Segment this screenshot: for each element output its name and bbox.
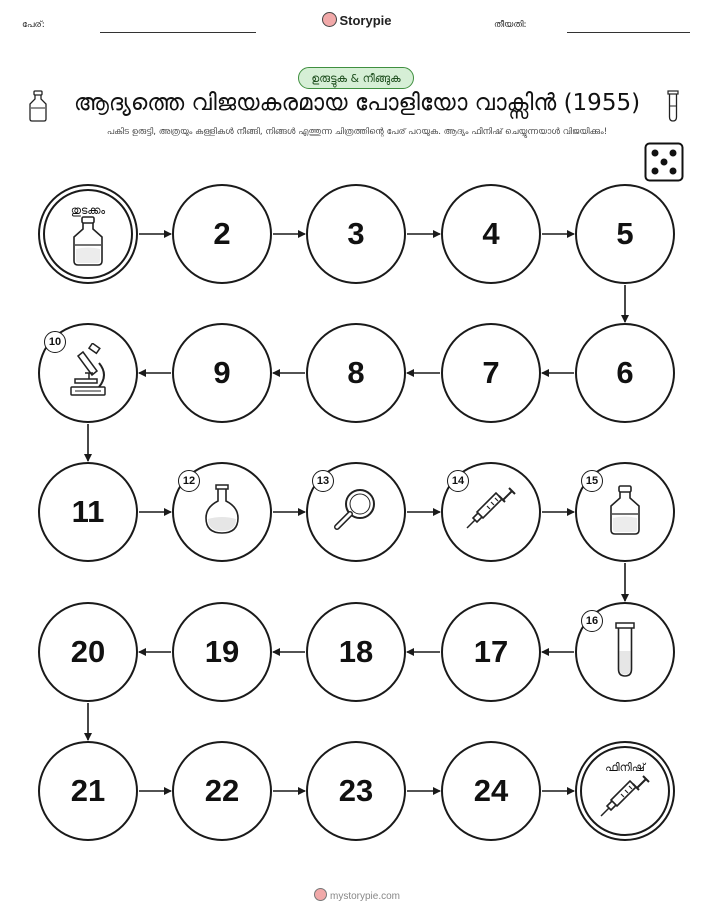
board-space-15[interactable] <box>575 462 675 562</box>
board-space-10[interactable] <box>38 323 138 423</box>
microscope-icon <box>63 343 113 403</box>
start-label: തുടക്കം <box>70 204 106 217</box>
space-number: 17 <box>473 634 509 669</box>
board-space-19[interactable] <box>172 602 272 702</box>
space-number-badge: 13 <box>312 470 334 492</box>
board-space-7[interactable] <box>441 323 541 423</box>
syringe-icon <box>465 484 517 540</box>
board-space-8[interactable] <box>306 323 406 423</box>
space-number: 19 <box>204 634 240 669</box>
space-number: 7 <box>482 355 500 390</box>
space-number-badge: 12 <box>178 470 200 492</box>
space-number-badge: 16 <box>581 610 603 632</box>
finish-label: ഫിനിഷ് <box>605 761 645 774</box>
board-space-14[interactable] <box>441 462 541 562</box>
space-number: 21 <box>70 773 106 808</box>
space-number: 20 <box>70 634 106 669</box>
start-space[interactable] <box>38 184 138 284</box>
space-number: 5 <box>616 216 634 251</box>
instructions: പകിട ഉരുട്ടി, അത്രയും കള്ളികൾ നീങ്ങി, നിങ്ങൾ എത്തുന്ന ചിത്രത്തിന്റെ പേര് പറയുക. ആദ്യം ഫിനിഷ് ചെയ്യുന്നയാൾ വിജയിക്കും! <box>106 127 608 137</box>
footer <box>0 888 714 902</box>
flask-icon <box>202 483 242 541</box>
activity-badge: ഉരുട്ടുക & നീങ്ങുക <box>298 67 414 89</box>
board-space-18[interactable] <box>306 602 406 702</box>
space-number-badge: 10 <box>44 331 66 353</box>
brand-name: Storypie <box>339 13 392 28</box>
board-space-3[interactable] <box>306 184 406 284</box>
storypie-logo-icon <box>314 888 327 901</box>
board-space-11[interactable] <box>38 462 138 562</box>
space-number: 22 <box>204 773 240 808</box>
magnifier-icon <box>331 485 381 539</box>
space-number: 8 <box>347 355 365 390</box>
test-tube-icon <box>613 621 637 683</box>
board-space-22[interactable] <box>172 741 272 841</box>
name-label: പേര്: <box>22 20 45 30</box>
board-space-4[interactable] <box>441 184 541 284</box>
board-space-16[interactable] <box>575 602 675 702</box>
board-space-12[interactable] <box>172 462 272 562</box>
bottle-icon <box>68 215 108 271</box>
space-number: 11 <box>71 494 105 529</box>
finish-space[interactable] <box>575 741 675 841</box>
space-number: 2 <box>213 216 231 251</box>
space-number: 18 <box>338 634 374 669</box>
bottle-icon <box>605 484 645 540</box>
board-space-17[interactable] <box>441 602 541 702</box>
board-space-23[interactable] <box>306 741 406 841</box>
space-number: 3 <box>347 216 365 251</box>
space-number: 6 <box>616 355 634 390</box>
board-space-21[interactable] <box>38 741 138 841</box>
date-label: തീയതി: <box>494 20 527 30</box>
space-number-badge: 14 <box>447 470 469 492</box>
board-space-5[interactable] <box>575 184 675 284</box>
space-number-badge: 15 <box>581 470 603 492</box>
space-number: 23 <box>338 773 374 808</box>
board-space-6[interactable] <box>575 323 675 423</box>
board-space-20[interactable] <box>38 602 138 702</box>
board-space-9[interactable] <box>172 323 272 423</box>
space-number: 24 <box>473 773 509 808</box>
space-number: 9 <box>213 355 231 390</box>
footer-url: mystorypie.com <box>329 891 400 902</box>
space-number: 4 <box>482 216 500 251</box>
page-title: ആദ്യത്തെ വിജയകരമായ പോളിയോ വാക്സിൻ (1955) <box>73 90 641 116</box>
board-space-24[interactable] <box>441 741 541 841</box>
syringe-icon <box>599 772 651 828</box>
board-space-13[interactable] <box>306 462 406 562</box>
board-space-2[interactable] <box>172 184 272 284</box>
